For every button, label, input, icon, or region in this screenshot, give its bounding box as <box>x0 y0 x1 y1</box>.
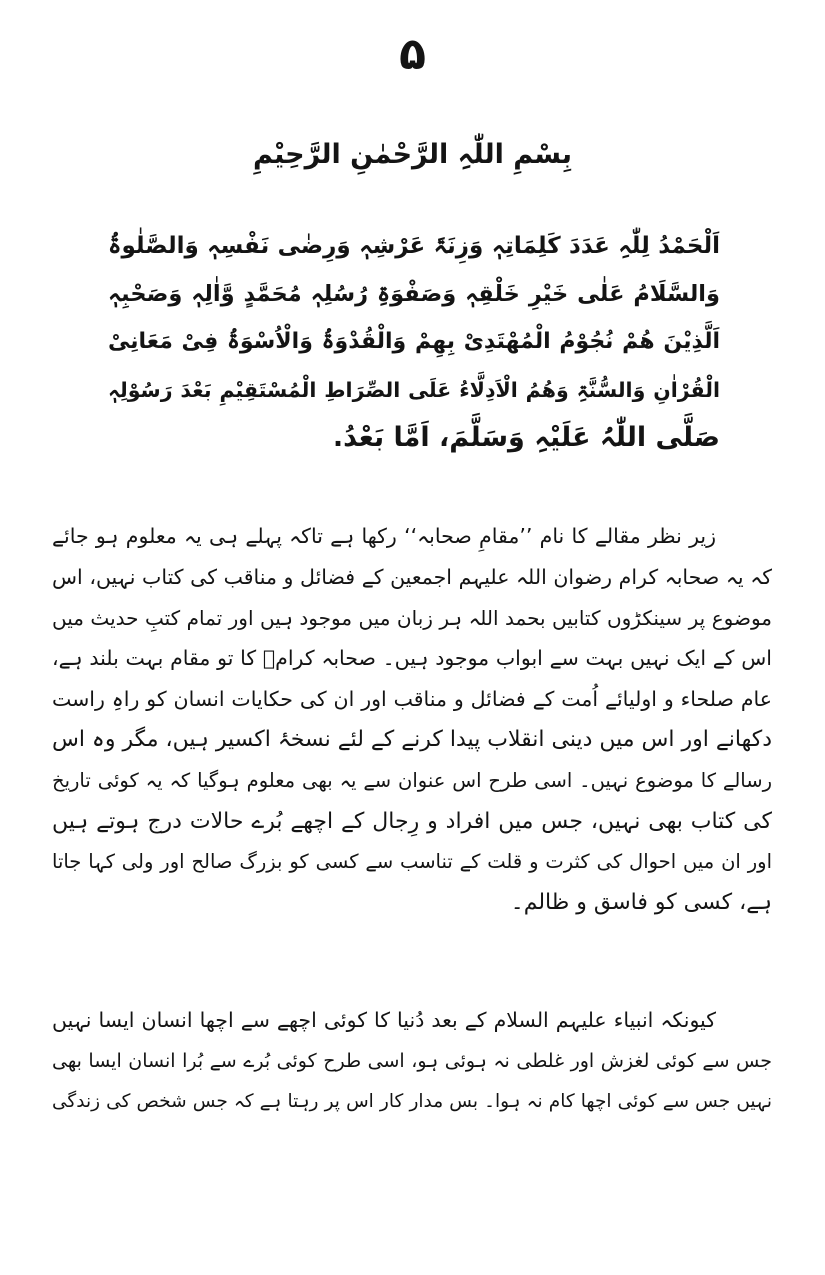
text-line: عام صلحاء و اولیائے اُمت کے فضائل و مناقب اور ان کی حکایات انسان کو راہِ راست <box>52 687 772 712</box>
text-line: جس سے کوئی لغزش اور غلطی نہ ہوئی ہو، اسی طرح کوئی بُرے سے بُرا انسان ایسا بھی <box>52 1049 772 1072</box>
text-line: اور ان میں احوال کی کثرت و قلت کے تناسب سے کسی کو بزرگ صالح اور ولی کہا جاتا <box>52 850 772 874</box>
text-line: کی کتاب بھی نہیں، جس میں افراد و رِجال کے اچھے بُرے حالات درج ہوتے ہیں <box>52 808 772 834</box>
arabic-line: الْقُرْاٰنِ وَالسُّنَّۃِ وَھُمُ الْاَدِلَّاءُ عَلَی الصِّرَاطِ الْمُسْتَقِیْمِ بَعْدَ رَسُوْلِہٖ <box>108 378 720 402</box>
text-line: نہیں جس سے کوئی اچھا کام نہ ہوا۔ بس مدار کار اس پر رہتا ہے کہ جس شخص کی زندگی <box>52 1090 772 1112</box>
text-line: زیر نظر مقالے کا نام ’’مقامِ صحابہ‘‘ رکھا ہے تاکہ پہلے ہی یہ معلوم ہو جائے <box>52 524 716 548</box>
arabic-line: وَالسَّلَامُ عَلٰی خَیْرِ خَلْقِہٖ وَصَفْوَۃِ رُسُلِہٖ مُحَمَّدٍ وَّاٰلِہٖ وَصَحْبِہٖ <box>108 281 720 307</box>
text-line: دکھانے اور اس میں دینی انقلاب پیدا کرنے کے لئے نسخۂ اکسیر ہیں، مگر وہ اس <box>51 726 772 752</box>
text-line: کیونکہ انبیاء علیہم السلام کے بعد دُنیا کا کوئی اچھے سے اچھا انسان ایسا نہیں <box>52 1008 716 1032</box>
page-number: ۵ <box>399 29 426 80</box>
paragraph-2 <box>52 1000 772 1122</box>
arabic-line: اَلَّذِیْنَ ھُمْ نُجُوْمُ الْمُھْتَدِیْ بِھِمْ وَالْقُدْوَۃُ وَالْاُسْوَۃُ فِیْ مَعَانِیْ <box>108 329 720 354</box>
text-line: ہے، کسی کو فاسق و ظالم۔ <box>510 890 772 916</box>
text-line: موضوع پر سینکڑوں کتابیں بحمد اللہ ہر زبان میں موجود ہیں اور تمام کتبِ حدیث میں <box>52 605 772 630</box>
arabic-invocation <box>108 222 720 462</box>
arabic-line: صَلَّی اللّٰہُ عَلَیْہِ وَسَلَّمَ، اَمَّا بَعْدُ. <box>332 422 720 453</box>
arabic-line: اَلْحَمْدُ لِلّٰہِ عَدَدَ کَلِمَاتِہٖ وَزِنَۃَ عَرْشِہٖ وَرِضٰی نَفْسِہٖ وَالصَّلٰوۃُ <box>108 233 720 259</box>
text-line: رسالے کا موضوع نہیں۔ اسی طرح اس عنوان سے یہ بھی معلوم ہوگیا کہ یہ کوئی تاریخ <box>52 768 772 792</box>
text-line: کہ یہ صحابہ کرام رضوان اللہ علیہم اجمعین کے فضائل و مناقب کی کتاب نہیں، اس <box>52 564 772 589</box>
basmala: بِسْمِ اللّٰہِ الرَّحْمٰنِ الرَّحِیْمِ <box>252 139 573 170</box>
text-line: اس کے ایک نہیں بہت سے ابواب موجود ہیں۔ صحابہ کرامؓ کا تو مقام بہت بلند ہے، <box>52 646 772 671</box>
paragraph-1 <box>52 516 772 924</box>
